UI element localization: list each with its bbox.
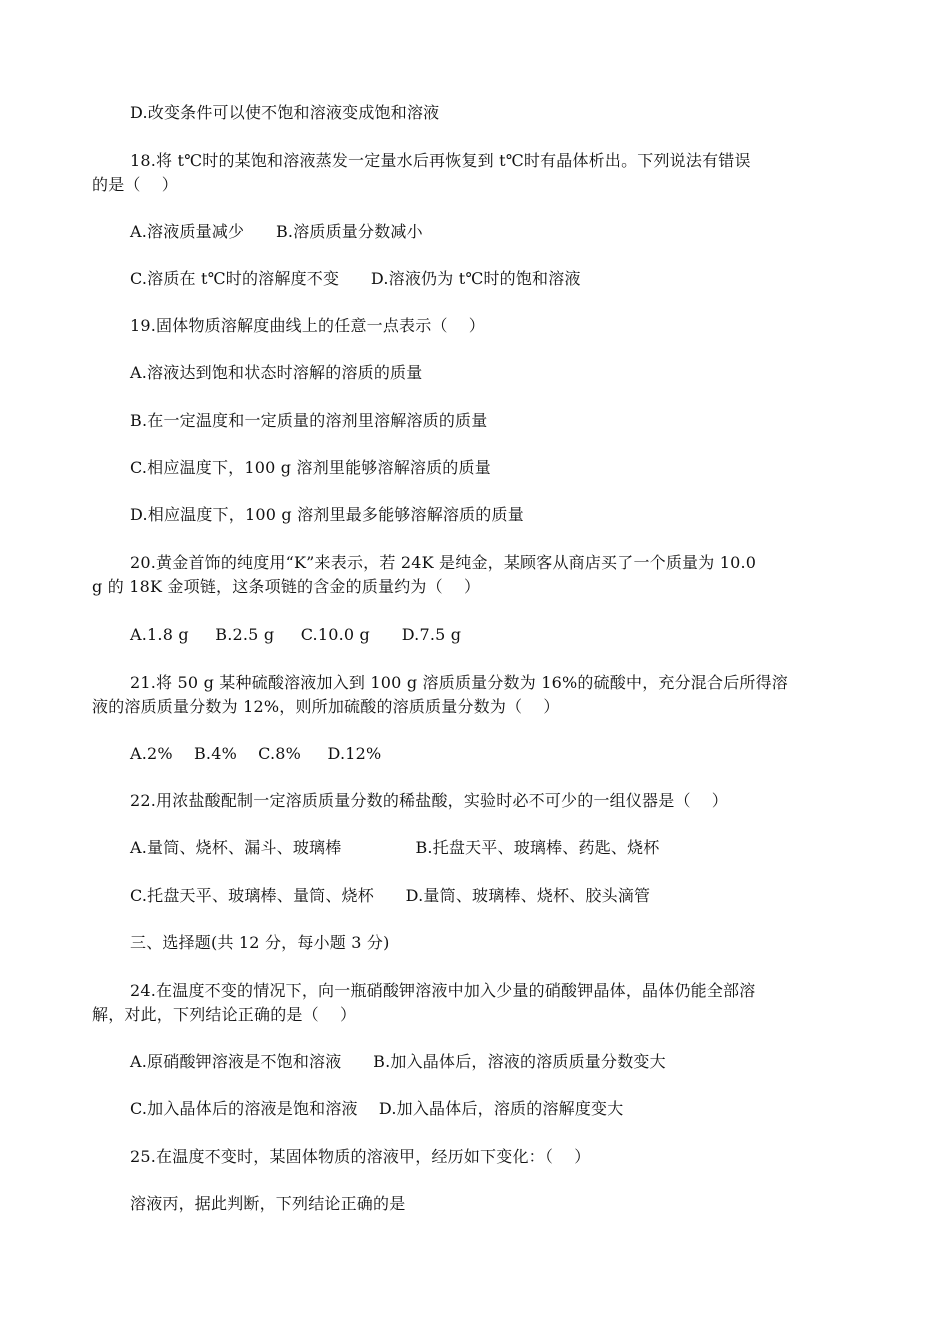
question-24-cont: 解，对此，下列结论正确的是（ ） <box>92 1005 357 1024</box>
option-19-c: C.相应温度下，100 g 溶剂里能够溶解溶质的质量 <box>130 458 491 477</box>
options-24-ab: A.原硝酸钾溶液是不饱和溶液 B.加入晶体后，溶液的溶质质量分数变大 <box>130 1052 666 1071</box>
question-18: 18.将 t℃时的某饱和溶液蒸发一定量水后再恢复到 t℃时有晶体析出。下列说法有错误 <box>130 151 751 170</box>
option-19-a: A.溶液达到饱和状态时溶解的溶质的质量 <box>130 363 423 382</box>
question-21: 21.将 50 g 某种硫酸溶液加入到 100 g 溶质质量分数为 16%的硫酸中，充分混合后所得溶 <box>130 673 788 692</box>
option-19-d: D.相应温度下，100 g 溶剂里最多能够溶解溶质的质量 <box>130 505 524 524</box>
question-21-cont: 液的溶质质量分数为 12%，则所加硫酸的溶质质量分数为（ ） <box>92 697 560 716</box>
options-18-cd: C.溶质在 t℃时的溶解度不变 D.溶液仍为 t℃时的饱和溶液 <box>130 269 581 288</box>
options-21: A.2% B.4% C.8% D.12% <box>130 744 382 763</box>
options-22-ab: A.量筒、烧杯、漏斗、玻璃棒 B.托盘天平、玻璃棒、药匙、烧杯 <box>130 838 660 857</box>
question-19: 19.固体物质溶解度曲线上的任意一点表示（ ） <box>130 316 485 335</box>
question-20: 20.黄金首饰的纯度用“K”来表示，若 24K 是纯金，某顾客从商店买了一个质量为 10.0 <box>130 553 757 572</box>
option-19-b: B.在一定温度和一定质量的溶剂里溶解溶质的质量 <box>130 411 488 430</box>
question-18-cont: 的是（ ） <box>92 175 178 194</box>
options-20: A.1.8 g B.2.5 g C.10.0 g D.7.5 g <box>130 625 462 644</box>
option-17-d: D.改变条件可以使不饱和溶液变成饱和溶液 <box>130 103 440 122</box>
options-18-ab: A.溶液质量减少 B.溶质质量分数减小 <box>130 222 423 241</box>
question-24: 24.在温度不变的情况下，向一瓶硝酸钾溶液中加入少量的硝酸钾晶体，晶体仍能全部溶 <box>130 981 756 1000</box>
question-20-cont: g 的 18K 金项链，这条项链的含金的质量约为（ ） <box>92 577 481 596</box>
section-heading-3: 三、选择题(共 12 分，每小题 3 分) <box>130 933 390 952</box>
question-25-cont: 溶液丙，据此判断，下列结论正确的是 <box>130 1194 406 1213</box>
question-25: 25.在温度不变时，某固体物质的溶液甲，经历如下变化：（ ） <box>130 1147 591 1166</box>
options-24-cd: C.加入晶体后的溶液是饱和溶液 D.加入晶体后，溶质的溶解度变大 <box>130 1099 624 1118</box>
question-22: 22.用浓盐酸配制一定溶质质量分数的稀盐酸，实验时必不可少的一组仪器是（ ） <box>130 791 728 810</box>
options-22-cd: C.托盘天平、玻璃棒、量筒、烧杯 D.量筒、玻璃棒、烧杯、胶头滴管 <box>130 886 651 905</box>
